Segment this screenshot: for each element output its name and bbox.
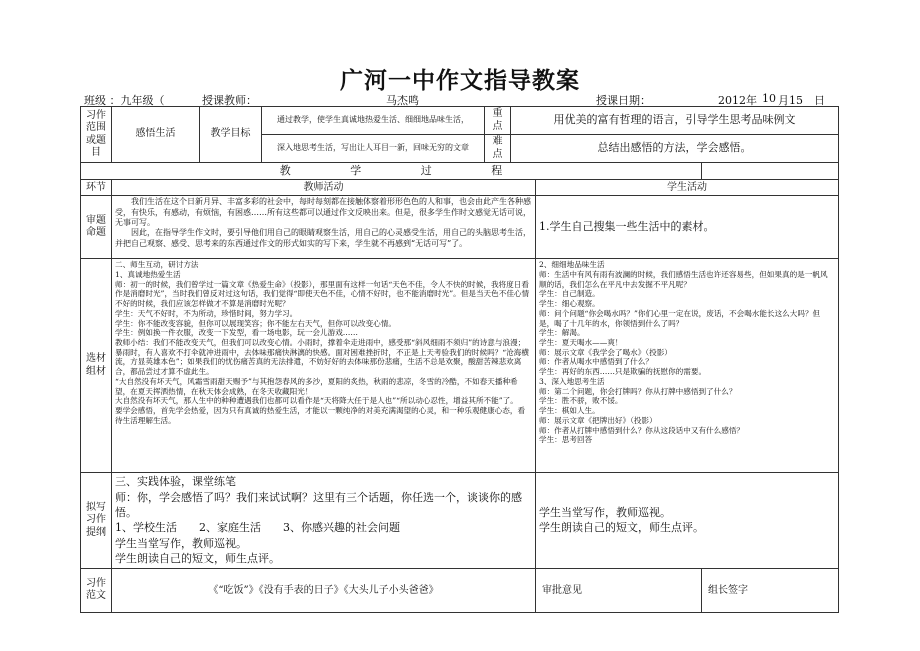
leader-sign-label: 组长签字 bbox=[702, 568, 839, 612]
sample-titles: 《“吃饭”》《没有手表的日子》《大头儿子小头爸爸》 bbox=[112, 568, 536, 612]
draft-teacher-line: 三、实践体验，课堂练笔 bbox=[115, 475, 236, 489]
student-line: 学生：夏天喝水——爽！ bbox=[539, 338, 623, 348]
draft-teacher-line: 1、学校生活 2、家庭生活 3、你感兴趣的社会问题 bbox=[115, 521, 400, 535]
goal-line-1: 通过教学，使学生真诚地热爱生活、细细地品味生活， bbox=[262, 107, 485, 135]
sample-label: 习作范文 bbox=[81, 568, 112, 612]
student-line: 师：生活中有风有雨有波澜的时候，我们感悟生活也许还容易些，但如果真的是一帆风顺的话，我们怎么在平凡中去发掘不平凡呢？ bbox=[539, 270, 828, 289]
student-line: 学生：细心观察。 bbox=[539, 299, 600, 309]
process-char: 过 bbox=[420, 164, 432, 177]
teacher-header: 教师活动 bbox=[112, 180, 536, 196]
date-label: 授课日期： bbox=[596, 94, 651, 107]
class-label: 班级 ：九年级（ bbox=[84, 94, 165, 107]
review-teacher-cell bbox=[112, 196, 536, 259]
material-row bbox=[81, 259, 839, 473]
student-line: 师：问个问题“你会喝水吗？”你们心里一定在说，废话，不会喝水能长这么大吗？但是，喝了十几年的水，你领悟到什么了吗？ bbox=[539, 308, 821, 328]
process-char: 教 bbox=[279, 164, 291, 177]
review-teacher-para: 因此，在指导学生作文时，要引导他们用自己的眼睛观察生活，用自己的心灵感受生活，用自己的头脑思考生活，并把自己观察、感受、思考来的东西通过作文的形式如实的写下来，学生就不再感到“无话可写”了。 bbox=[115, 228, 531, 248]
material-teacher-cell bbox=[112, 259, 536, 473]
page-title: 广河一中作文指导教案 bbox=[340, 67, 580, 94]
review-row bbox=[81, 196, 839, 259]
scope-label: 习作范围或题目 bbox=[81, 107, 112, 163]
draft-teacher-line: 学生当堂写作，教师巡视。 bbox=[115, 536, 247, 550]
date-month: 10 bbox=[762, 92, 776, 105]
student-line: 师：展示文章《把牌出好》（投影） bbox=[539, 415, 657, 425]
process-heading bbox=[81, 163, 702, 180]
lesson-plan-table bbox=[80, 106, 839, 613]
key-label: 重点 bbox=[485, 107, 511, 135]
student-line: 师：作者从打牌中感悟到什么？你从这段话中又有什么感悟？ bbox=[539, 425, 745, 435]
student-line: 师：第二个问题，你会打牌吗？你从打牌中感悟到了什么？ bbox=[539, 386, 737, 396]
review-opinion-label: 审批意见 bbox=[536, 568, 702, 612]
teacher-line: 教师小结：我们不能改变天气，但我们可以改变心情。小雨时，撑着伞走进雨中，感受那“斜风细雨不须归”的诗意与浪漫；暴雨时，有人喜欢不打伞就冲进雨中，去体味那痛快淋漓的快感。面对困难挫折时，不正是上天考验我们的时候吗？“沧海横流，方显英雄本色”；如果我们的忧伤痛苦真的无法排遣，不妨好好的去体味那份悲痛，生活不总是欢聚，酸甜苦辣悲欢离合，都品尝过才算不虚此生。 bbox=[115, 338, 529, 377]
scope-row bbox=[81, 107, 839, 135]
student-line: 学生：棋如人生。 bbox=[539, 406, 600, 416]
teacher-line: 1、真诚地热爱生活 bbox=[115, 270, 181, 280]
teacher-line: 学生：天气不好时，不为所动，珍惜时间，努力学习。 bbox=[115, 308, 298, 318]
goal-line-2: 深入地思考生活，写出让人耳目一新，回味无穷的文章 bbox=[262, 135, 485, 163]
review-student-cell: 1.学生自己搜集一些生活中的素材。 bbox=[536, 196, 839, 259]
teacher-line: 学生：例如换一件衣服，改变一下发型，看一场电影，玩一会儿游戏…… bbox=[115, 328, 358, 338]
difficulty-text: 总结出感悟的方法，学会感悟。 bbox=[511, 135, 839, 163]
review-label: 审题命题 bbox=[81, 196, 112, 259]
material-student-cell bbox=[536, 259, 839, 473]
key-text: 用优美的富有哲理的语言，引导学生思考品味例文 bbox=[511, 107, 839, 135]
draft-teacher-line: 学生朗读自己的短文，师生点评。 bbox=[115, 552, 280, 566]
material-label: 选材组材 bbox=[81, 259, 112, 473]
student-header: 学生活动 bbox=[536, 180, 839, 196]
teacher-line: 大自然没有坏天气，那人生中的种种遭遇我们也都可以看作是“天将降大任于是人也”“所以动心忍性，增益其所不能”了。 bbox=[115, 396, 518, 406]
process-row bbox=[81, 163, 839, 180]
header-row bbox=[81, 180, 839, 196]
draft-label: 拟写习作提纲 bbox=[81, 473, 112, 568]
student-line: 学生：再好的东西……只是欺骗的抚慰你的需要。 bbox=[539, 367, 707, 377]
topic-cell: 感悟生活 bbox=[112, 107, 200, 163]
stage-header: 环节 bbox=[81, 180, 112, 196]
student-line: 学生：胜不骄，败不馁。 bbox=[539, 396, 623, 406]
teacher-line: 师：初一的时候，我们曾学过一篇文章《热爱生命》（投影），那里面有这样一句话“天色不佳，令人不快的时候，我将度日看作是消磨时光”，当时我们曾反对过这句话，我们觉得“即使天色不佳，心情不好时，也不能消磨时光”。但是当天色不佳心情不好的时候，我们应该怎样做才不算是消磨时光呢？ bbox=[115, 279, 530, 309]
teacher-line: “大自然没有坏天气，风霜雪雨甜天赐予”与其抱怨春风的多沙，夏阳的炙热，秋雨的悲凉，冬雪的冷酷，不如春天播种希望，在夏天挥洒热情，在秋天体会成熟，在冬天收藏阳光！ bbox=[115, 376, 518, 396]
draft-student-cell bbox=[536, 473, 839, 568]
draft-student-line: 学生当堂写作，教师巡视。 bbox=[539, 506, 671, 520]
date-day-suffix: 日 bbox=[814, 94, 825, 107]
draft-row bbox=[81, 473, 839, 568]
teacher-name: 马杰鸣 bbox=[386, 94, 419, 107]
student-line: 3、深入地思考生活 bbox=[539, 376, 605, 386]
draft-student-line: 学生朗读自己的短文，师生点评。 bbox=[539, 521, 704, 535]
sample-row bbox=[81, 568, 839, 612]
review-teacher-para: 我们生活在这个日新月异、丰富多彩的社会中，每时每刻都在接触体察着形形色色的人和事，也会由此产生各种感受，有快乐，有感动，有烦恼，有困惑……所有这些都可以通过作文反映出来。但是，很多学生作时文感觉无话可说，无事可写。 bbox=[115, 197, 531, 228]
draft-teacher-line: 师：你，学会感悟了吗？我们来试试啊？这里有三个话题，你任选一个，谈谈你的感悟。 bbox=[115, 490, 522, 520]
teacher-label: 授课教师： bbox=[202, 94, 257, 107]
process-char: 程 bbox=[491, 164, 503, 177]
date-year: 2012年 bbox=[718, 94, 757, 107]
teacher-line: 要学会感悟，首先学会热爱，因为只有真诚的热爱生活，才能以一颗纯净的对美充满渴望的心灵，和一种乐观健康心态，看待生活理解生活。 bbox=[115, 406, 526, 425]
goal-label: 教学目标 bbox=[200, 107, 262, 163]
student-line: 师：展示文章《我学会了喝水》（投影） bbox=[539, 347, 672, 357]
student-line: 学生：思考回答 bbox=[539, 435, 593, 445]
date-month-day: 月15 bbox=[778, 94, 803, 107]
process-char: 学 bbox=[350, 164, 362, 177]
teacher-line: 学生：你不能改变容貌，但你可以展现笑容；你不能左右天气，但你可以改变心情。 bbox=[115, 318, 396, 328]
student-line: 2、细细地品味生活 bbox=[539, 260, 605, 270]
teacher-line: 二、师生互动，研讨方法 bbox=[115, 260, 199, 270]
draft-teacher-cell bbox=[112, 473, 536, 568]
difficulty-label: 难点 bbox=[485, 135, 511, 163]
student-line: 学生：自己制造。 bbox=[539, 289, 600, 299]
student-line: 师：作者从喝水中感悟到了什么？ bbox=[539, 357, 653, 367]
student-line: 学生：解渴。 bbox=[539, 328, 585, 338]
process-blank bbox=[702, 163, 839, 180]
